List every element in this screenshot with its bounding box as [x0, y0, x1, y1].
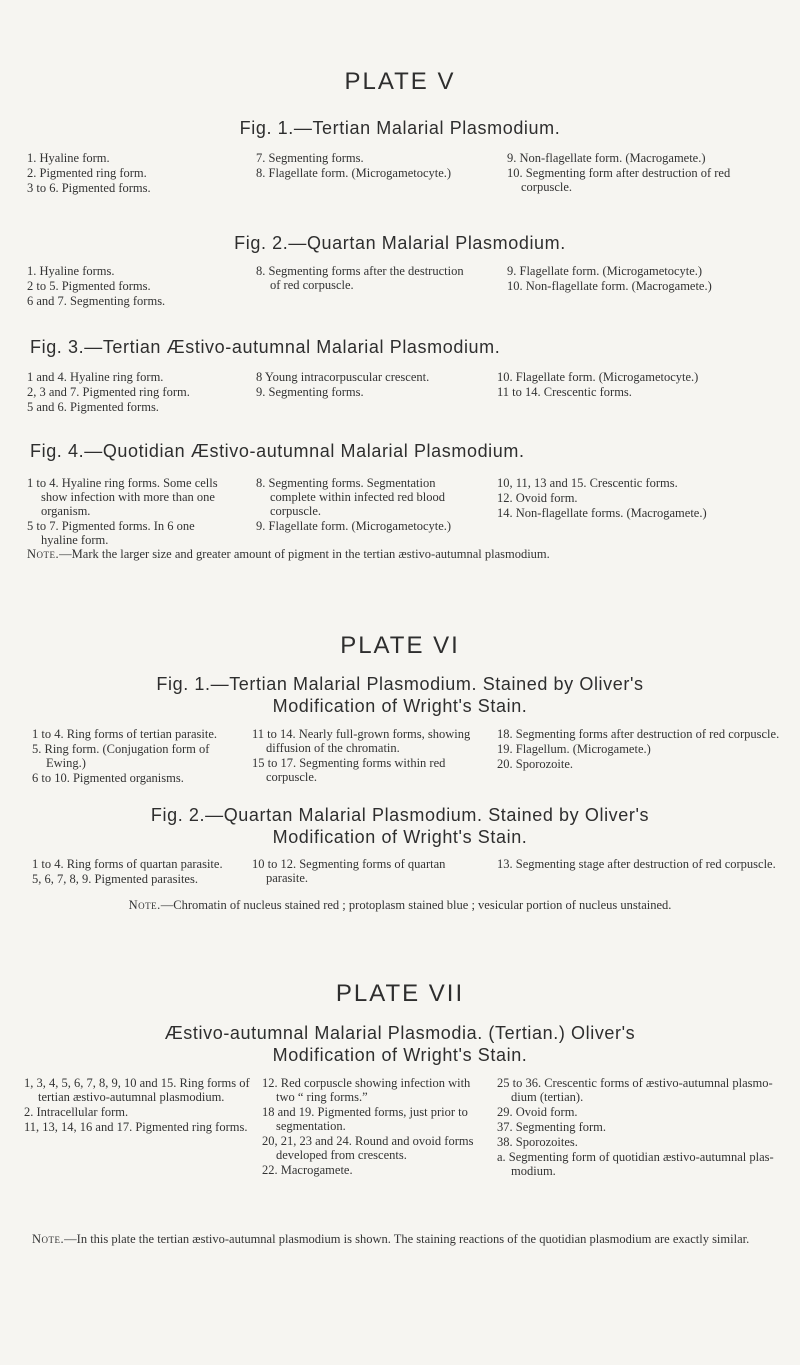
legend-item: 19. Flagellum. (Microgamete.) [497, 742, 651, 756]
legend-item: 11, 13, 14, 16 and 17. Pigmented ring forms. [24, 1120, 248, 1134]
legend-item: a. Segmenting form of quotidian æstivo-autumnal plasmodium. [497, 1150, 774, 1178]
legend-item: 10. Segmenting form after destruction of red corpuscle. [507, 166, 731, 194]
legend-column [507, 264, 777, 294]
legend-column [497, 370, 777, 400]
legend-item: 9. Flagellate form. (Microgametocyte.) [507, 264, 703, 278]
legend-item: 8. Segmenting forms. Segmentation complete within infected red blood corpuscle. [256, 476, 445, 518]
legend-item: 2 to 5. Pigmented forms. [27, 279, 151, 293]
legend-column [497, 1076, 782, 1179]
title-line: Modification of Wright's Stain. [272, 827, 528, 847]
legend-column [256, 151, 476, 181]
legend-item: 29. Ovoid form. [497, 1105, 578, 1119]
note-label: Note. [27, 547, 60, 561]
legend-item: 14. Non-flagellate forms. (Macrogamete.) [497, 506, 707, 520]
legend-column [256, 476, 476, 534]
legend-item: 8. Segmenting forms after the destruction of red corpuscle. [256, 264, 464, 292]
plate-5-fig-1-title: Fig. 1.—Tertian Malarial Plasmodium. [239, 118, 561, 138]
legend-item: 12. Red corpuscle showing infection with two “ ring forms.” [262, 1076, 471, 1104]
legend-column [497, 857, 782, 872]
legend-item: 20. Sporozoite. [497, 757, 574, 771]
plate-6-title: PLATE VI [340, 632, 460, 659]
legend-column [27, 370, 247, 415]
note-text: —Mark the larger size and greater amount of pigment in the tertian æstivo-autumnal plasmodium. [59, 547, 550, 561]
legend-item: 25 to 36. Crescentic forms of æstivo-autumnal plasmodium (tertian). [497, 1076, 773, 1104]
plate-7-note [32, 1232, 792, 1247]
legend-item: 37. Segmenting form. [497, 1120, 607, 1134]
legend-item: 10. Non-flagellate form. (Macrogamete.) [507, 279, 712, 293]
legend-column [24, 1076, 254, 1135]
legend-item: 1 to 4. Ring forms of quartan parasite. [32, 857, 223, 871]
legend-item: 1 and 4. Hyaline ring form. [27, 370, 164, 384]
legend-item: 1. Hyaline form. [27, 151, 110, 165]
legend-item: 5, 6, 7, 8, 9. Pigmented parasites. [32, 872, 198, 886]
legend-item: 2, 3 and 7. Pigmented ring form. [27, 385, 190, 399]
title-line: Æstivo-autumnal Malarial Plasmodia. (Tertian.) Oliver's [164, 1023, 636, 1043]
legend-item: 1. Hyaline forms. [27, 264, 115, 278]
legend-item: 15 to 17. Segmenting forms within red corpuscle. [252, 756, 446, 784]
title-line: Fig. 2.—Quartan Malarial Plasmodium. Stained by Oliver's [150, 805, 650, 825]
legend-item: 18. Segmenting forms after destruction of red corpuscle. [497, 727, 780, 741]
plate-5-title: PLATE V [344, 68, 456, 95]
plate-5-fig-4-title: Fig. 4.—Quotidian Æstivo-autumnal Malarial Plasmodium. [30, 441, 525, 461]
legend-item: 8. Flagellate form. (Microgametocyte.) [256, 166, 452, 180]
legend-item: 22. Macrogamete. [262, 1163, 353, 1177]
legend-column [497, 476, 777, 521]
legend-column [27, 151, 227, 196]
legend-item: 13. Segmenting stage after destruction of red corpuscle. [497, 857, 776, 871]
legend-column [256, 370, 476, 400]
title-line: Modification of Wright's Stain. [272, 696, 528, 716]
legend-item: 9. Non-flagellate form. (Macrogamete.) [507, 151, 706, 165]
legend-item: 6 to 10. Pigmented organisms. [32, 771, 184, 785]
note-label: Note. [32, 1232, 65, 1246]
plate-5-note [27, 547, 787, 562]
legend-column [252, 727, 482, 785]
legend-item: 11 to 14. Crescentic forms. [497, 385, 632, 399]
legend-item: 6 and 7. Segmenting forms. [27, 294, 166, 308]
legend-item: 1, 3, 4, 5, 6, 7, 8, 9, 10 and 15. Ring forms of tertian æstivo-autumnal plasmodium. [24, 1076, 250, 1104]
title-line: Fig. 1.—Tertian Malarial Plasmodium. Stained by Oliver's [156, 674, 644, 694]
plate-6-fig-2-title [0, 804, 800, 848]
legend-column [32, 727, 242, 786]
legend-column [497, 727, 782, 772]
title-line: Modification of Wright's Stain. [272, 1045, 528, 1065]
legend-item: 1 to 4. Ring forms of tertian parasite. [32, 727, 218, 741]
legend-item: 10, 11, 13 and 15. Crescentic forms. [497, 476, 678, 490]
plate-6-note [60, 898, 740, 913]
legend-item: 7. Segmenting forms. [256, 151, 364, 165]
legend-item: 10 to 12. Segmenting forms of quartan parasite. [252, 857, 446, 885]
legend-item: 5 to 7. Pigmented forms. In 6 one hyaline form. [27, 519, 195, 547]
note-text: —Chromatin of nucleus stained red ; protoplasm stained blue ; vesicular portion of nucleus unstained. [160, 898, 672, 912]
legend-item: 9. Flagellate form. (Microgametocyte.) [256, 519, 452, 533]
legend-item: 38. Sporozoites. [497, 1135, 578, 1149]
legend-column [252, 857, 482, 886]
legend-item: 1 to 4. Hyaline ring forms. Some cells show infection with more than one organism. [27, 476, 218, 518]
legend-item: 11 to 14. Nearly full-grown forms, showing diffusion of the chromatin. [252, 727, 471, 755]
legend-item: 10. Flagellate form. (Microgametocyte.) [497, 370, 699, 384]
legend-item: 9. Segmenting forms. [256, 385, 364, 399]
plate-5-fig-2-title: Fig. 2.—Quartan Malarial Plasmodium. [234, 233, 566, 253]
legend-item: 2. Pigmented ring form. [27, 166, 147, 180]
plate-6-fig-1-title [0, 673, 800, 717]
legend-item: 20, 21, 23 and 24. Round and ovoid forms developed from crescents. [262, 1134, 474, 1162]
legend-item: 5. Ring form. (Conjugation form of Ewing.) [32, 742, 210, 770]
plate-5-fig-3-title: Fig. 3.—Tertian Æstivo-autumnal Malarial Plasmodium. [30, 337, 501, 357]
note-label: Note. [128, 898, 161, 912]
legend-column [27, 476, 232, 548]
legend-column [32, 857, 252, 887]
legend-column [27, 264, 227, 309]
legend-item: 5 and 6. Pigmented forms. [27, 400, 159, 414]
legend-item: 2. Intracellular form. [24, 1105, 129, 1119]
legend-column [262, 1076, 482, 1178]
note-text: —In this plate the tertian æstivo-autumnal plasmodium is shown. The staining reactions of the quotidian plasmodium are exactly similar. [64, 1232, 750, 1246]
plate-7-title-block [0, 1022, 800, 1066]
plate-7-title: PLATE VII [335, 980, 465, 1007]
legend-item: 8 Young intracorpuscular crescent. [256, 370, 430, 384]
legend-item: 12. Ovoid form. [497, 491, 578, 505]
legend-column [256, 264, 476, 293]
legend-column [507, 151, 777, 195]
legend-item: 3 to 6. Pigmented forms. [27, 181, 151, 195]
legend-item: 18 and 19. Pigmented forms, just prior to segmentation. [262, 1105, 468, 1133]
